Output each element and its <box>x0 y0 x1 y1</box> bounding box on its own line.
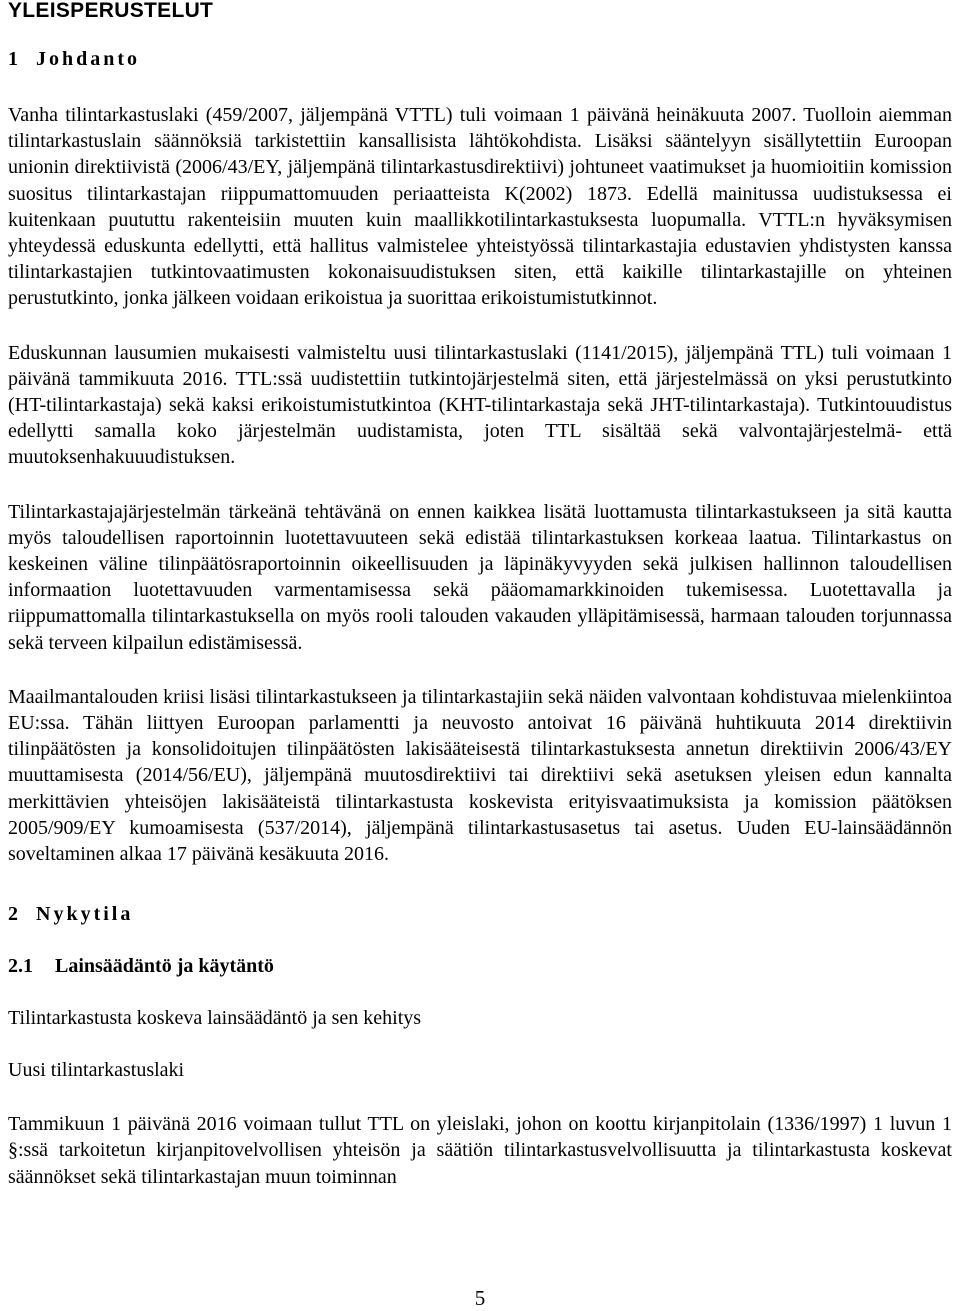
paragraph-4: Maailmantalouden kriisi lisäsi tilintarkastukseen ja tilintarkastajiin sekä näiden valvontaan kohdistuvaa mielenkiintoa EU:ssa. Tähän liittyen Euroopan parlamentti ja neuvosto antoivat 16 päivänä huhtikuuta 2014 direktiivin tilinpäätösten ja konsolidoitujen tilinpäätösten lakisääteisestä tilintarkastuksesta annetun direktiivin 2006/43/EY muuttamisesta (2014/56/EU), jäljempänä muutosdirektiivi tai direktiivi sekä asetuksen yleisen edun kannalta merkittävien yhteisöjen lakisääteistä tilintarkastusta koskevista erityisvaatimuksista ja komission päätöksen 2005/909/EY kumoamisesta (537/2014), jäljempänä tilintarkastusasetus tai asetus. Uuden EU-lainsäädännön soveltaminen alkaa 17 päivänä kesäkuuta 2016. <box>8 685 952 866</box>
document-title: YLEISPERUSTELUT <box>8 0 214 22</box>
section-2-1-number: 2.1 <box>8 955 33 978</box>
section-1-title: Johdanto <box>36 48 141 70</box>
section-1-heading <box>8 46 952 72</box>
paragraph-3: Tilintarkastajajärjestelmän tärkeänä tehtävänä on ennen kaikkea lisätä luottamusta tilintarkastukseen ja sitä kautta myös taloudellisen raportoinnin luotettavuuteen sekä edistää tilintarkastuksen korkeaa laatua. Tilintarkastus on keskeinen väline tilinpäätösraportoinnin oikeellisuuden ja läpinäkyvyyden sekä julkisen hallinnon taloudellisen informaation luotettavuuden varmentamisessa sekä pääomamarkkinoiden tukemisessa. Luotettavalla ja riippumattomalla tilintarkastuksella on myös rooli talouden vakauden ylläpitämisessä, harmaan talouden torjunnassa sekä terveen kilpailun edistämisessä. <box>8 500 952 654</box>
subheading-legislation: Tilintarkastusta koskeva lainsäädäntö ja sen kehitys <box>8 1007 422 1030</box>
section-1-number: 1 <box>8 48 18 70</box>
section-2-1-title: Lainsäädäntö ja käytäntö <box>55 955 274 978</box>
subheading-new-law: Uusi tilintarkastuslaki <box>8 1059 185 1082</box>
section-2-heading <box>8 901 952 927</box>
paragraph-5: Tammikuun 1 päivänä 2016 voimaan tullut TTL on yleislaki, johon on koottu kirjanpitolain (1336/1997) 1 luvun 1 §:ssä tarkoitetun kirjanpitovelvollisen yhteisön ja säätiön tilintarkastusvelvollisuutta ja tilintarkastusta koskevat säännökset sekä tilintarkastajan muun toiminnan <box>8 1113 952 1188</box>
section-2-number: 2 <box>8 903 18 926</box>
section-2-title: Nykytila <box>36 903 134 926</box>
page-number: 5 <box>474 1286 486 1310</box>
paragraph-1: Vanha tilintarkastuslaki (459/2007, jäljempänä VTTL) tuli voimaan 1 päivänä heinäkuuta 2007. Tuolloin aiemman tilintarkastuslain säännöksiä tarkistettiin kansallisista lähtökohdista. Lisäksi sääntelyyn sisällytettiin Euroopan unionin direktiivistä (2006/43/EY, jäljempänä tilintarkastusdirektiivi) johtuneet vaatimukset ja huomioitiin komission suositus tilintarkastajan riippumattomuuden periaatteista K(2002) 1873. Edellä mainitussa uudistuksessa ei kuitenkaan puututtu rakenteisiin muuten kuin maallikkotilintarkastuksesta luopumalla. VTTL:n hyväksymisen yhteydessä eduskunta edellytti, että hallitus valmistelee yhteistyössä tilintarkastajia edustavien yhdistysten kanssa tilintarkastajien tutkintovaatimusten kokonaisuudistuksen siten, että kaikille tilintarkastajille on yhteinen perustutkinto, jonka jälkeen voidaan erikoistua ja suorittaa erikoistumistutkinnot. <box>8 104 952 310</box>
document-page <box>8 0 952 1190</box>
paragraph-2: Eduskunnan lausumien mukaisesti valmisteltu uusi tilintarkastuslaki (1141/2015), jäljempänä TTL) tuli voimaan 1 päivänä tammikuuta 2016. TTL:ssä uudistettiin tutkintojärjestelmä siten, että järjestelmässä on yksi perustutkinto (HT-tilintarkastaja) sekä kaksi erikoistumistutkintoa (KHT-tilintarkastaja sekä JHT-tilintarkastaja). Tutkintouudistus edellytti samalla koko järjestelmän uudistamista, joten TTL sisältää sekä valvontajärjestelmä- että muutoksenhakuuudistuksen. <box>8 341 952 469</box>
section-2-1-heading <box>8 953 952 979</box>
